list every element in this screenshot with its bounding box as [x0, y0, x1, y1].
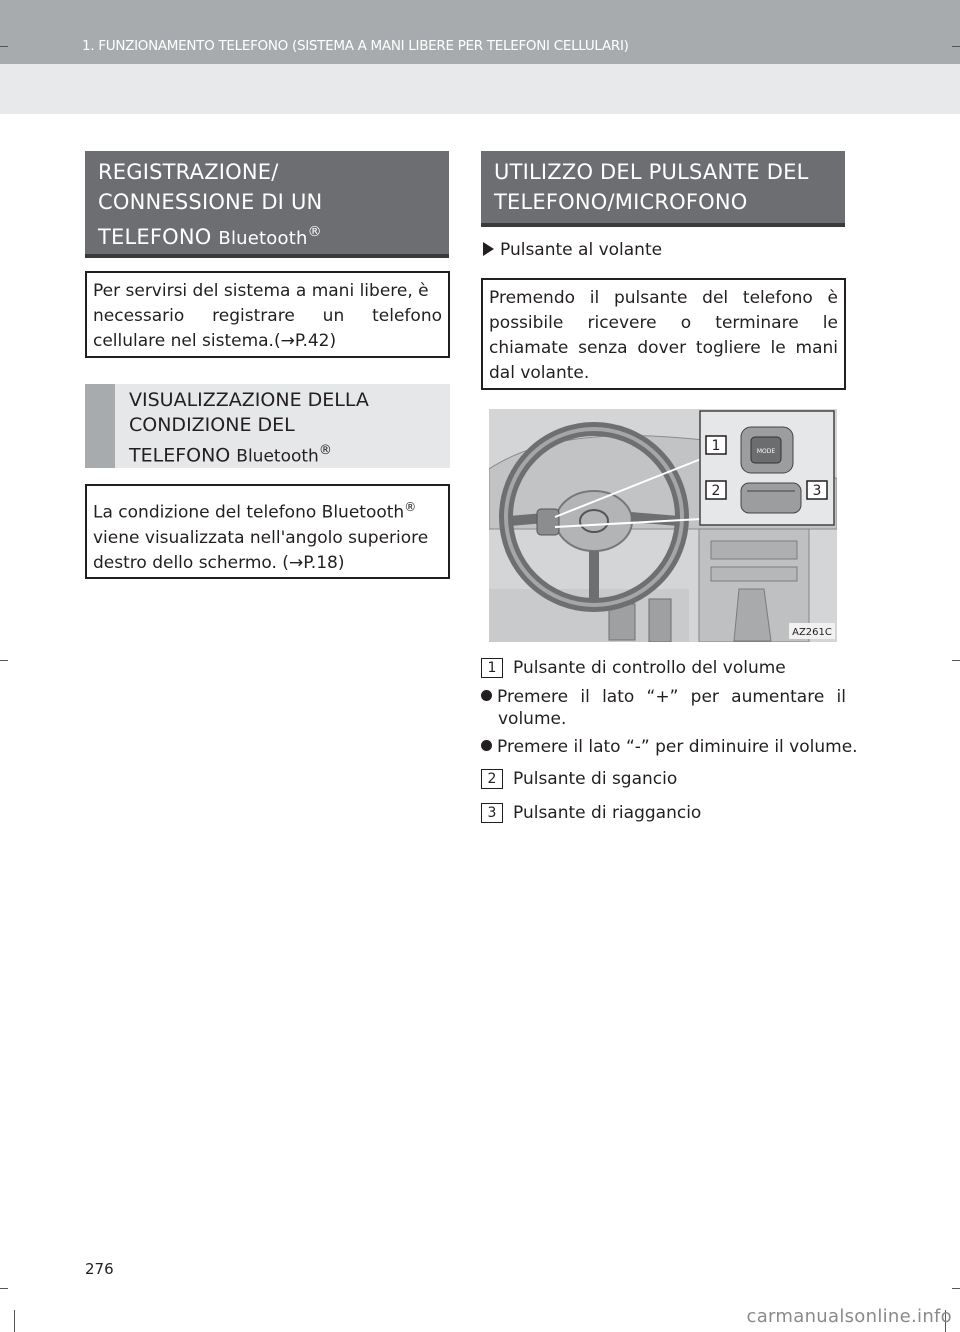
item-label: Pulsante di sgancio: [513, 769, 678, 789]
box-line: possibile ricevere o terminare le: [489, 313, 838, 333]
item-off-hook: [481, 769, 677, 789]
page-ref-link[interactable]: P.42): [294, 331, 337, 351]
item-on-hook: [481, 803, 701, 823]
callout-1: 1: [711, 438, 721, 454]
box-line: chiamate senza dover togliere le mani: [489, 338, 838, 358]
crop-mark: [0, 46, 8, 47]
bullet-text: Premere il lato “+” per aumentare il: [497, 687, 846, 707]
subhead-line: VISUALIZZAZIONE DELLA: [129, 389, 369, 411]
subhead-bluetooth: Bluetooth: [236, 446, 319, 467]
bullet-volume-up: [481, 686, 846, 730]
bullet-text: Premere il lato “-” per diminuire il volume.: [497, 737, 858, 757]
page-number: 276: [85, 1260, 114, 1278]
steering-switch-label: [483, 240, 662, 260]
subsection-header-status: [85, 384, 450, 468]
crop-mark: [0, 660, 8, 661]
triangle-bullet-icon: [483, 242, 494, 256]
banner-line: REGISTRAZIONE/: [98, 160, 279, 184]
banner-line: TELEFONO: [98, 225, 219, 249]
box-line: cellulare nel sistema.(: [93, 331, 281, 351]
box-line: La condizione del telefono Bluetooth: [93, 502, 405, 523]
bullet-dot-icon: [481, 690, 492, 701]
banner-line: UTILIZZO DEL PULSANTE DEL: [494, 160, 809, 184]
info-box-status: [85, 484, 450, 579]
item-label: Pulsante di riaggancio: [513, 803, 702, 823]
crop-mark: [952, 660, 960, 661]
header-subband: [0, 64, 960, 114]
num-badge: 1: [481, 658, 503, 678]
header-band: [0, 0, 960, 64]
bullet-volume-down: [481, 736, 858, 758]
watermark-text: carmanualsonline.info: [746, 1306, 952, 1327]
crop-mark: [952, 1288, 960, 1289]
crop-mark: [952, 46, 960, 47]
crop-mark: [0, 1288, 8, 1289]
callout-2: 2: [711, 483, 721, 499]
subhead-line: TELEFONO: [129, 444, 237, 467]
page-ref-link[interactable]: P.18): [303, 552, 345, 573]
arrow-symbol: →: [288, 552, 304, 573]
box-line: destro dello schermo. (: [93, 552, 289, 573]
info-box-registration: [85, 271, 450, 358]
arrow-symbol: →: [280, 331, 295, 351]
registered-mark: ®: [404, 500, 417, 514]
subhead-accent-bar: [85, 384, 115, 468]
box-line: Per servirsi del sistema a mani libere, è: [93, 281, 429, 301]
steering-label-text: Pulsante al volante: [500, 240, 663, 260]
crop-mark: [14, 1310, 15, 1332]
box-line: dal volante.: [489, 363, 590, 383]
subhead-line: CONDIZIONE DEL: [129, 414, 295, 436]
item-label: Pulsante di controllo del volume: [513, 658, 786, 678]
banner-line: CONNESSIONE DI UN: [98, 190, 323, 214]
num-badge: 3: [481, 803, 503, 823]
box-line: Premendo il pulsante del telefono è: [489, 288, 838, 308]
item-volume-control: [481, 658, 786, 678]
callout-3: 3: [812, 483, 822, 499]
steering-wheel-illustration: [489, 409, 837, 642]
section-banner-phone-button: [481, 151, 845, 227]
mode-label: MODE: [756, 448, 776, 455]
registered-mark: ®: [318, 443, 332, 458]
banner-bluetooth: Bluetooth: [218, 228, 308, 249]
box-line: viene visualizzata nell'angolo superiore: [93, 527, 429, 548]
figure-code: AZ261C: [792, 627, 832, 638]
info-box-phone-button: [481, 278, 846, 390]
section-banner-registration: [85, 151, 449, 258]
num-badge: 2: [481, 769, 503, 789]
steering-wheel-drawing: [489, 409, 837, 642]
registered-mark: ®: [307, 224, 322, 240]
banner-line: TELEFONO/MICROFONO: [494, 190, 748, 214]
bullet-text: volume.: [498, 709, 567, 729]
box-line: necessario registrare un telefono: [93, 306, 442, 326]
chapter-title: 1. FUNZIONAMENTO TELEFONO (SISTEMA A MANI LIBERE PER TELEFONI CELLULARI): [82, 38, 629, 54]
bullet-dot-icon: [481, 740, 492, 751]
